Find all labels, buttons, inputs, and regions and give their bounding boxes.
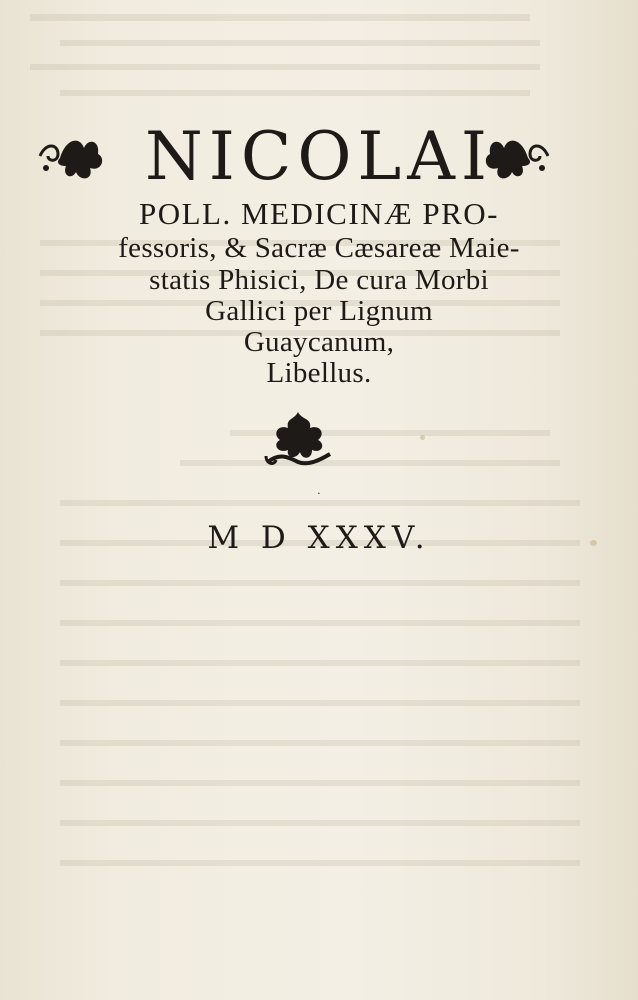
title-line-5: Guaycanum, xyxy=(243,326,395,358)
imprint-year: M D XXXV. xyxy=(207,520,431,556)
title-line-1: POLL. MEDICINÆ PRO- xyxy=(138,196,500,231)
title-line-3: statis Phisici, De cura Morbi xyxy=(149,264,489,296)
leaf-vignette-icon xyxy=(262,408,336,474)
title-line-2: fessoris, & Sacræ Cæsareæ Maie- xyxy=(118,232,520,264)
foxing-spot xyxy=(420,435,425,440)
author-name: NICOLAI xyxy=(145,118,493,195)
title-line-4: Gallici per Lignum xyxy=(205,295,433,327)
title-line-6: Libellus. xyxy=(266,357,372,389)
dot-ornament: · xyxy=(316,486,322,500)
